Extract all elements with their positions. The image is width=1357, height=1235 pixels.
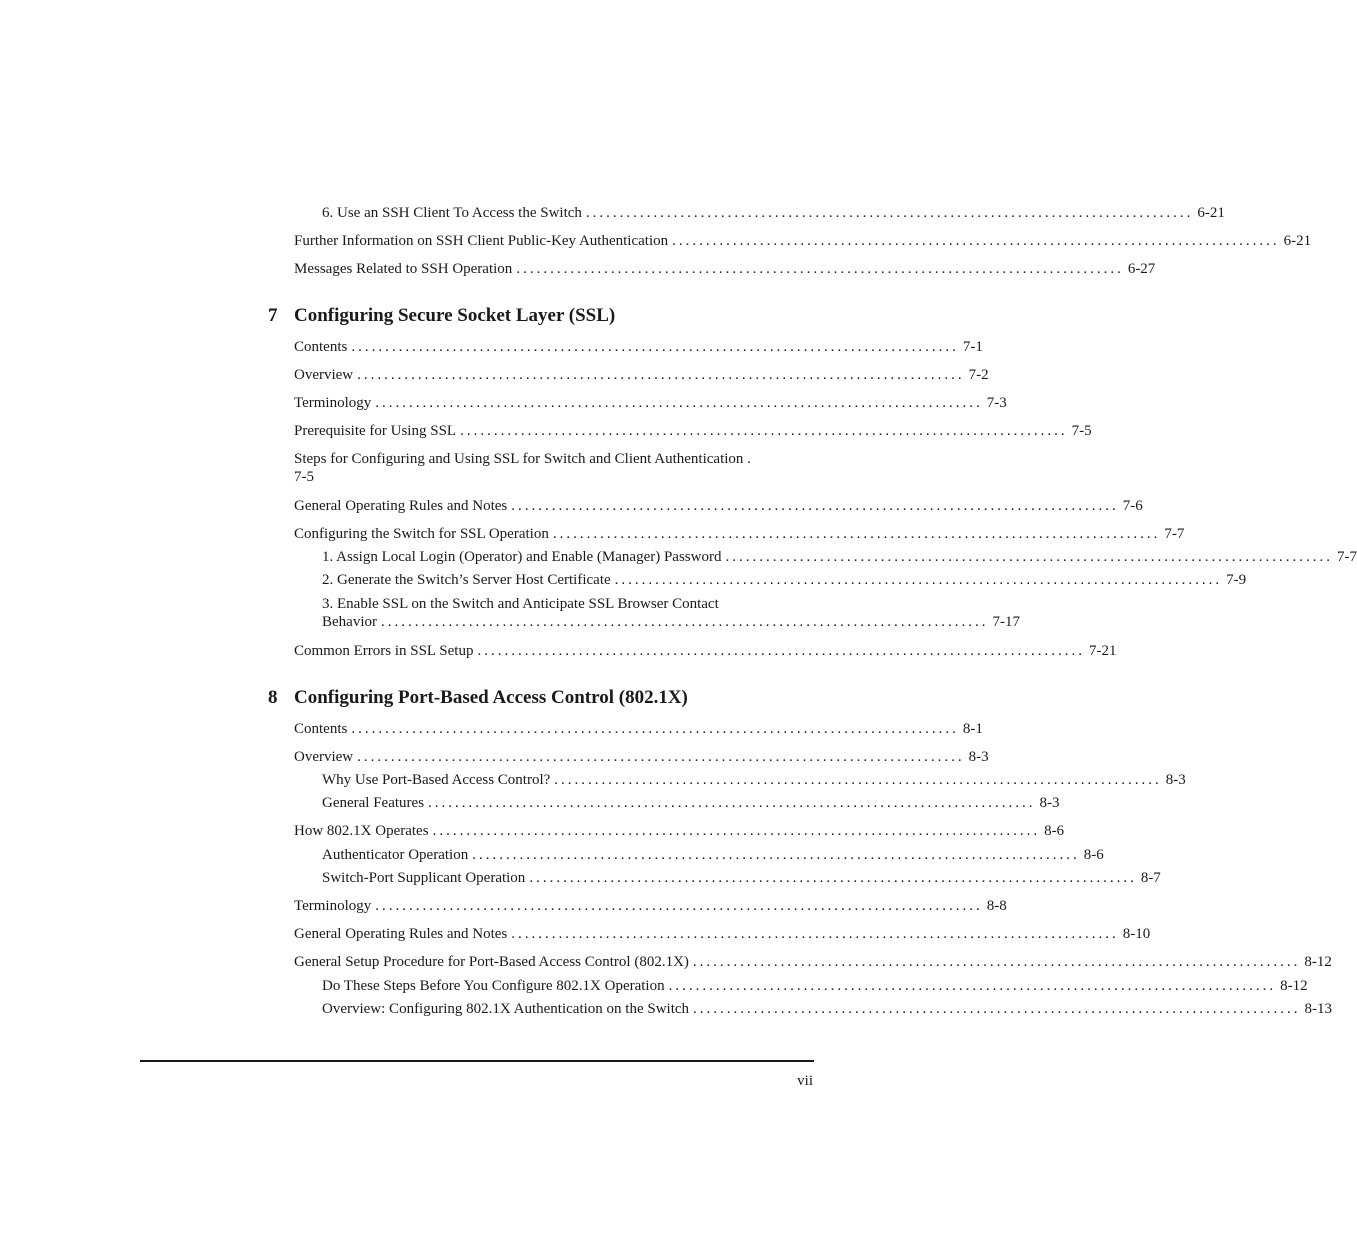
toc-entry-title: Common Errors in SSL Setup — [294, 643, 474, 659]
toc-entry[interactable] — [294, 642, 1117, 660]
dot-leader: .......................................................................................... — [375, 898, 983, 914]
dot-leader: .......................................................................................... — [692, 954, 1301, 970]
dot-leader: .......................................................................................... — [472, 847, 1080, 863]
dot-leader: .......................................................................................... — [693, 1001, 1301, 1017]
toc-entry-page: 7-5 — [1071, 423, 1092, 439]
toc-entry-title-continued: Behavior — [322, 614, 377, 630]
toc-entry-page: 8-3 — [1039, 795, 1060, 811]
toc-entry[interactable] — [294, 338, 983, 356]
toc-entry-page: 8-1 — [962, 721, 983, 737]
toc-entry-title: Terminology — [294, 898, 372, 914]
dot-leader: .......................................................................................... — [614, 572, 1223, 588]
dot-leader: .......................................................................................... — [725, 549, 1333, 565]
toc-entry-title: 2. Generate the Switch’s Server Host Certificate — [322, 572, 611, 588]
toc-entry[interactable] — [294, 748, 989, 766]
toc-entry-page: 8-3 — [968, 749, 989, 765]
toc-entry[interactable] — [294, 822, 1065, 840]
dot-leader: .......................................................................................... — [357, 749, 965, 765]
toc-entry-page: 7-9 — [1226, 572, 1247, 588]
toc-entry[interactable] — [294, 925, 1151, 943]
toc-entry[interactable] — [322, 1000, 1333, 1018]
toc-entry-title: General Setup Procedure for Port-Based Access Control (802.1X) — [294, 954, 689, 970]
toc-entry-title: Contents — [294, 339, 348, 355]
toc-entry-title: Further Information on SSH Client Public-Key Authentication — [294, 233, 669, 249]
dot-leader: .......................................................................................... — [668, 978, 1277, 994]
footer-rule — [140, 1060, 814, 1062]
toc-entry-page: 6-21 — [1283, 233, 1312, 249]
toc-entry[interactable] — [294, 525, 1185, 543]
toc-entry-title: Overview: Configuring 802.1X Authentication on the Switch — [322, 1001, 690, 1017]
dot-leader: .......................................................................................... — [477, 643, 1085, 659]
toc-entry-title: Configuring the Switch for SSL Operation — [294, 526, 549, 542]
toc-entry[interactable] — [322, 794, 1060, 812]
toc-entry[interactable] — [294, 394, 1007, 412]
toc-entry[interactable] — [322, 846, 1104, 864]
toc-entry-title: Overview — [294, 367, 354, 383]
dot-leader: .......................................................................................... — [357, 367, 965, 383]
toc-entry-title: General Operating Rules and Notes — [294, 498, 508, 514]
toc-entry-title: Why Use Port-Based Access Control? — [322, 772, 551, 788]
toc-entry-page: 6-27 — [1127, 261, 1156, 277]
toc-entry-title: Terminology — [294, 395, 372, 411]
toc-entry-title: Do These Steps Before You Configure 802.1X Operation — [322, 978, 665, 994]
toc-entry-title: 1. Assign Local Login (Operator) and Enable (Manager) Password — [322, 549, 722, 565]
toc-entry[interactable] — [322, 977, 1308, 995]
toc-entry-page: 8-6 — [1083, 847, 1104, 863]
toc-entry-page: 7-2 — [968, 367, 989, 383]
toc-entry-title: How 802.1X Operates — [294, 823, 429, 839]
toc-entry[interactable] — [294, 720, 983, 738]
toc-entry[interactable] — [322, 869, 1161, 887]
toc-entry[interactable] — [294, 422, 1092, 440]
toc-entry-title: 3. Enable SSL on the Switch and Anticipate SSL Browser Contact — [322, 596, 719, 612]
toc-entry-page: 7-1 — [962, 339, 983, 355]
toc-entry[interactable] — [294, 260, 1156, 278]
dot-leader: .......................................................................................... — [585, 205, 1194, 221]
toc-entry-title: Contents — [294, 721, 348, 737]
dot-leader: .......................................................................................... — [351, 721, 959, 737]
toc-entry-page: 7-7 — [1164, 526, 1185, 542]
toc-entry[interactable] — [294, 497, 1143, 515]
toc-entry[interactable] — [294, 953, 1332, 971]
chapter-title: Configuring Secure Socket Layer (SSL) — [294, 305, 616, 326]
toc-entry-page: 8-13 — [1304, 1001, 1333, 1017]
chapter-heading[interactable] — [268, 687, 688, 709]
toc-entry-page: 7-7 — [1336, 549, 1357, 565]
chapter-number: 8 — [268, 687, 278, 708]
dot-leader: .......................................................................................... — [380, 614, 989, 630]
dot-leader: .......................................................................................... — [511, 498, 1119, 514]
toc-entry-title: Steps for Configuring and Using SSL for Switch and Client Authentication . — [294, 451, 751, 467]
toc-entry[interactable] — [294, 366, 989, 384]
toc-entry-page: 6-21 — [1197, 205, 1225, 221]
dot-leader: .......................................................................................... — [529, 870, 1137, 886]
dot-leader: .......................................................................................... — [554, 772, 1162, 788]
dot-leader: .......................................................................................... — [428, 795, 1036, 811]
toc-entry[interactable] — [322, 571, 1247, 589]
toc-entry-page: 7-3 — [986, 395, 1007, 411]
toc-entry-page: 8-8 — [986, 898, 1007, 914]
toc-entry[interactable] — [294, 897, 1007, 915]
dot-leader: .......................................................................................... — [511, 926, 1119, 942]
dot-leader: .......................................................................................... — [351, 339, 959, 355]
chapter-heading[interactable] — [268, 305, 615, 327]
toc-entry-title: General Operating Rules and Notes — [294, 926, 508, 942]
toc-entry-page: 8-7 — [1140, 870, 1161, 886]
toc-entry[interactable] — [322, 548, 1357, 566]
toc-entry-title: Prerequisite for Using SSL — [294, 423, 457, 439]
chapter-title: Configuring Port-Based Access Control (802.1X) — [294, 687, 688, 708]
toc-entry-title: Authenticator Operation — [322, 847, 469, 863]
toc-entry-page: 8-12 — [1280, 978, 1308, 994]
toc-entry[interactable] — [294, 232, 1312, 250]
page-number: vii — [797, 1073, 813, 1089]
chapter-number: 7 — [268, 305, 278, 326]
dot-leader: .......................................................................................... — [516, 261, 1124, 277]
dot-leader: .......................................................................................... — [432, 823, 1041, 839]
toc-entry-title: Overview — [294, 749, 354, 765]
toc-entry-page: 7-17 — [992, 614, 1020, 630]
toc-entry-page: 8-3 — [1165, 772, 1186, 788]
dot-leader: .......................................................................................... — [672, 233, 1280, 249]
toc-entry[interactable] — [322, 595, 1020, 631]
toc-entry-title: General Features — [322, 795, 425, 811]
toc-entry-title: 6. Use an SSH Client To Access the Switch — [322, 205, 582, 221]
toc-entry-page: 7-5 — [294, 469, 314, 485]
toc-entry[interactable] — [322, 771, 1186, 789]
toc-entry-title: Switch-Port Supplicant Operation — [322, 870, 526, 886]
toc-entry-page: 8-10 — [1122, 926, 1151, 942]
dot-leader: .......................................................................................... — [552, 526, 1161, 542]
dot-leader: .......................................................................................... — [375, 395, 983, 411]
toc-entry[interactable] — [294, 450, 810, 486]
toc-entry[interactable] — [322, 204, 1225, 222]
toc-entry-title: Messages Related to SSH Operation — [294, 261, 513, 277]
toc-entry-page: 8-12 — [1304, 954, 1332, 970]
toc-entry-page: 8-6 — [1044, 823, 1065, 839]
toc-entry-page: 7-21 — [1088, 643, 1117, 659]
dot-leader: .......................................................................................... — [460, 423, 1068, 439]
toc-entry-page: 7-6 — [1122, 498, 1143, 514]
